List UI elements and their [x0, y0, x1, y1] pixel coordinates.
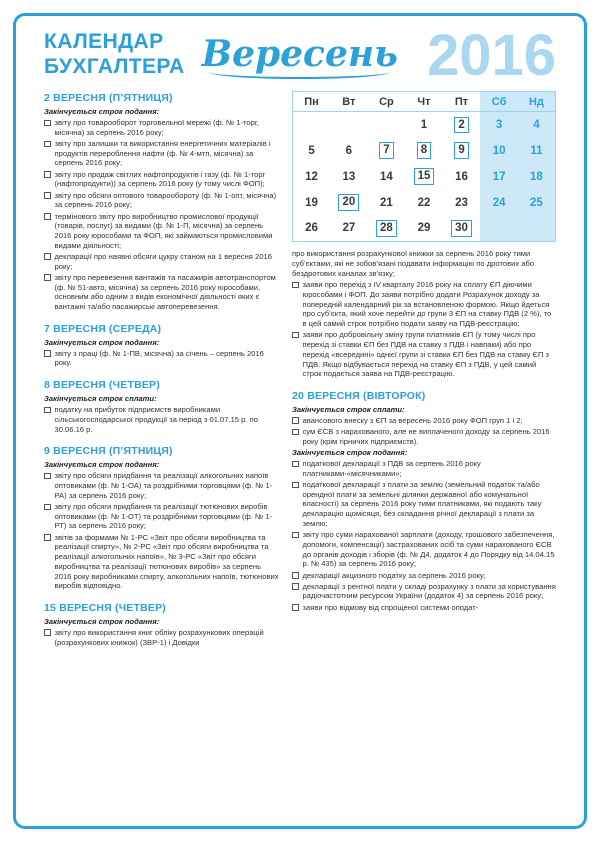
checklist-item	[292, 330, 556, 379]
calendar-cell	[480, 216, 518, 242]
checklist-item	[44, 118, 279, 137]
checkbox-icon[interactable]	[292, 461, 299, 468]
checkbox-icon[interactable]	[44, 171, 51, 178]
checklist-item	[292, 280, 556, 329]
deadline-subheading: Закінчується строк подання:	[292, 448, 408, 458]
calendar-cell	[330, 164, 368, 190]
checkbox-icon[interactable]	[292, 282, 299, 289]
calendar-date: 8	[417, 142, 431, 158]
calendar-cell	[368, 138, 406, 164]
calendar-cell	[293, 216, 331, 242]
checkbox-icon[interactable]	[44, 629, 51, 636]
checkbox-icon[interactable]	[44, 120, 51, 127]
right-column	[292, 91, 556, 614]
section-heading: 15 ВЕРЕСНЯ (ЧЕТВЕР)	[44, 601, 166, 614]
checklist-item	[292, 603, 556, 613]
checklist-item	[44, 471, 279, 500]
checklist-item-text: звіту про продаж світлих нафтопродуктів і газу (ф. № 1-торг (нафтопродукти)) за серпень 2016 року (у тому числі ФОП);	[54, 169, 266, 189]
calendar-day-header: Вт	[330, 92, 368, 112]
calendar-date: 18	[530, 170, 543, 183]
section-heading: 20 ВЕРЕСНЯ (ВІВТОРОК)	[292, 389, 426, 402]
calendar-cell	[293, 112, 331, 138]
checklist-item-text: звітів за формами № 1-РС «Звіт про обсяги виробництва та реалізації спирту», № 2-РС «Звіт про обсяги виробництва та реалізації алкогольних напоїв», № 3-РС «Звіт про обсяги виробництва та реалізації тютюнових виробів» за серпень 2016 року виробниками спирту, алкогольних напоїв, тютюнових виробів відповідно.	[54, 532, 279, 591]
checklist-item-text: звіту про залишки та використання енергетичних матеріалів і продуктів перероблення нафти (ф. № 4-мтп, місячна) за серпень 2016 року;	[54, 139, 271, 168]
calendar-date: 20	[338, 194, 359, 210]
calendar-date: 22	[417, 196, 431, 209]
calendar-day-header: Нд	[518, 92, 556, 112]
checklist-item	[44, 628, 279, 647]
checkbox-icon[interactable]	[292, 532, 299, 539]
checklist-item-text: податкової декларації з плати за землю (земельний податок та/або орендної плати за земельні ділянки державної або комунальної власності) за серпень 2016 року тими платниками, які подають таку декларацію щомісяця, без складання річної декларації з плати за землю;	[302, 480, 542, 528]
calendar-cell	[443, 112, 481, 138]
checkbox-icon[interactable]	[292, 429, 299, 436]
calendar-cell	[368, 112, 406, 138]
deadline-subheading: Закінчується строк сплати:	[292, 404, 405, 414]
checkbox-icon[interactable]	[292, 572, 299, 579]
checklist-item-text: податку на прибуток підприємств виробниками сільськогосподарської продукції за період з 01.07.15 р. по 30.06.16 р.	[54, 405, 258, 434]
calendar-cell	[330, 190, 368, 216]
calendar-date: 23	[455, 196, 468, 209]
month-calendar	[292, 91, 556, 242]
calendar-date: 19	[305, 196, 318, 209]
checkbox-icon[interactable]	[292, 417, 299, 424]
calendar-cell	[368, 216, 406, 242]
calendar-cell	[405, 138, 443, 164]
calendar-cell	[405, 190, 443, 216]
calendar-day-header: Пн	[293, 92, 331, 112]
calendar-cell	[405, 112, 443, 138]
calendar-cell	[443, 138, 481, 164]
checklist-item-text: звіту про використання книг обліку розрахункових операцій (розрахункових книжок) (ЗВР-1) і Довідки	[54, 627, 264, 647]
deadline-subheading: Закінчується строк сплати:	[44, 394, 157, 404]
calendar-cell	[293, 164, 331, 190]
checklist-item	[44, 191, 279, 210]
checkbox-icon[interactable]	[44, 407, 51, 414]
checklist-item-text: звіту про обсяги придбання та реалізації тютюнових виробів оптовиками (ф. № 1-ОТ) та роздрібними торговцями (ф. № 1-РТ) за серпень 2016 року;	[54, 502, 273, 531]
calendar-date: 10	[492, 144, 506, 157]
checklist-item	[44, 212, 279, 251]
calendar-date: 30	[451, 220, 472, 236]
calendar-date: 27	[342, 222, 356, 235]
checklist-item-text: сум ЄСВ з нарахованого, але не виплаченого доходу за серпень 2016 року (крім гірничих підприємств).	[302, 427, 550, 446]
checkbox-icon[interactable]	[44, 192, 51, 199]
section-heading: 7 ВЕРЕСНЯ (СЕРЕДА)	[44, 322, 162, 335]
checklist-item	[44, 502, 279, 531]
calendar-cell	[405, 216, 443, 242]
calendar-date: 28	[376, 220, 397, 236]
calendar-date: 11	[530, 144, 543, 157]
calendar-date: 24	[492, 196, 506, 209]
checklist-item-text: звіту з праці (ф. № 1-ПВ, місячна) за січень – серпень 2016 року.	[54, 348, 264, 368]
checkbox-icon[interactable]	[44, 350, 51, 357]
checklist-item-text: авансового внеску з ЄП за вересень 2016 року ФОП груп 1 і 2;	[302, 415, 523, 425]
checklist-item-text: заяви про добровільну зміну групи платників ЄП (у тому числі про перехід зі ставки ЄП без ПДВ на ставку з ПДВ і навпаки) або про перехід «всередині» однієї групи зі ставки ЄП без ПДВ на ставку ЄП з ПДВ. Якщо відбувається перехід на ставку ЄП з ПДВ, у цей самий строк подається заява на ПДВ-реєстрацію.	[302, 330, 550, 379]
calendar-cell	[443, 216, 481, 242]
calendar-date: 29	[417, 222, 431, 235]
deadline-subheading: Закінчується строк подання:	[44, 460, 160, 470]
calendar-date: 25	[530, 196, 543, 209]
calendar-date: 26	[305, 222, 318, 235]
calendar-day-header: Ср	[368, 92, 406, 112]
calendar-cell	[518, 216, 556, 242]
checkbox-icon[interactable]	[44, 504, 51, 511]
page-header	[44, 23, 556, 88]
calendar-cell	[480, 190, 518, 216]
checklist-item-text: звіту про перевезення вантажів та пасажирів автотранспортом (ф. № 51-авто, місячна) за серпень 2016 року юрособами, основним або одним з видів економічної діяльності яких є вантажні та/або пасажирські автоперевезення.	[54, 272, 276, 312]
calendar-date: 16	[455, 170, 468, 183]
checklist-item-text: звіту про обсяги оптового товарообороту (ф. № 1-опт, місячна) за серпень 2016 року;	[54, 190, 277, 210]
calendar-date: 17	[492, 170, 506, 183]
checklist-item-text: термінового звіту про виробництво промислової продукції (товарів, послуг) за видами (ф. № 1-П, місячна) за серпень 2016 року юрособами та ФОП, які займаються промисловими видами діяльності;	[54, 211, 273, 250]
deadline-subheading: Закінчується строк подання:	[44, 337, 160, 347]
checklist-item	[292, 480, 556, 529]
year-label: 2016	[426, 23, 556, 88]
left-column	[44, 91, 279, 649]
calendar-day-header: Сб	[480, 92, 518, 112]
page-frame	[13, 13, 587, 829]
calendar-date: 6	[345, 144, 353, 157]
checkbox-icon[interactable]	[292, 482, 299, 489]
section-heading: 9 ВЕРЕСНЯ (П’ЯТНИЦЯ)	[44, 445, 173, 458]
calendar-cell	[368, 164, 406, 190]
checklist-item-text: декларації з рентної плати у складі розрахунку з плати за користування радіочастотним ресурсом України (додаток 4) за серпень 2016 року;	[302, 581, 556, 601]
page-title-line1: КАЛЕНДАР	[44, 30, 164, 53]
checklist-item	[292, 530, 556, 569]
page-title-line2: БУХГАЛТЕРА	[44, 54, 185, 78]
checklist-item	[44, 533, 279, 591]
checkbox-icon[interactable]	[292, 332, 299, 339]
calendar-cell	[518, 138, 556, 164]
checklist-item-text: податкової декларації з ПДВ за серпень 2016 року платниками-«місячниками»;	[302, 459, 481, 478]
checklist-item-text: звіту про товарооборот торговельної мережі (ф. № 1-торг, місячна) за серпень 2016 року;	[54, 118, 259, 137]
calendar-date: 7	[379, 142, 393, 158]
section-heading: 2 ВЕРЕСНЯ (П’ЯТНИЦЯ)	[44, 92, 173, 105]
calendar-cell	[293, 138, 331, 164]
continuation-paragraph: про використання розрахункової книжки за серпень 2016 року тими суб’єктами, які не зобов’язані подавати інформацію по дротових або бездротових каналах зв’язку;	[292, 249, 535, 278]
calendar-cell	[330, 216, 368, 242]
checklist-item	[44, 349, 279, 368]
calendar-date: 21	[380, 196, 393, 209]
month-name: Вересень	[202, 36, 398, 79]
checklist-item-text: декларації про наявні обсяги цукру станом на 1 вересня 2016 року;	[54, 251, 272, 271]
checklist-item	[292, 459, 556, 478]
checklist-item	[292, 427, 556, 446]
calendar-cell	[330, 138, 368, 164]
calendar-cell	[330, 112, 368, 138]
checkbox-icon[interactable]	[44, 253, 51, 260]
calendar-date: 14	[380, 170, 393, 183]
calendar-cell	[293, 190, 331, 216]
calendar-day-header: Чт	[405, 92, 443, 112]
calendar-date: 2	[454, 117, 468, 133]
checklist-item	[44, 405, 279, 434]
month-wrap	[185, 33, 415, 79]
checklist-item	[44, 252, 279, 271]
calendar-date: 4	[533, 118, 540, 131]
checkbox-icon[interactable]	[292, 583, 299, 590]
deadline-subheading: Закінчується строк подання:	[44, 107, 160, 117]
calendar-date: 12	[305, 170, 318, 183]
checklist-item-text: звіту про суми нарахованої зарплати (доходу, грошового забезпечення, допомоги, компенсації) застрахованих осіб та суми нарахованого ЄСВ до органів доходів і зборів (ф. № Д4, додаток 4 до Порядку від 14.04.15 р. № 435) за серпень 2016 року;	[302, 530, 555, 569]
content-columns	[44, 91, 556, 649]
checklist-item	[292, 416, 556, 426]
checklist-item	[44, 170, 279, 189]
calendar-cell	[368, 190, 406, 216]
checklist-item	[44, 139, 279, 168]
checklist-item-text: звіту про обсяги придбання та реалізації алкогольних напоїв оптовиками (ф. № 1-ОА) та роздрібними торговцями (ф. № 1-РА) за серпень 2016 року;	[54, 471, 273, 500]
calendar-cell	[405, 164, 443, 190]
checklist-item	[292, 571, 556, 581]
checkbox-icon[interactable]	[44, 141, 51, 148]
checkbox-icon[interactable]	[44, 274, 51, 281]
checklist-item-text: заяви про відмову від спрощеної системи оподат-	[302, 602, 479, 612]
checkbox-icon[interactable]	[292, 604, 299, 611]
calendar-date: 5	[308, 144, 315, 157]
checkbox-icon[interactable]	[44, 473, 51, 480]
checklist-item-text: декларації акцизного податку за серпень 2016 року;	[302, 570, 486, 580]
right-column-text	[292, 249, 556, 612]
calendar-cell	[518, 190, 556, 216]
calendar-cell	[443, 164, 481, 190]
calendar-date: 3	[495, 118, 503, 131]
calendar-cell	[518, 112, 556, 138]
calendar-date: 13	[342, 170, 356, 183]
checklist-item	[292, 582, 556, 601]
deadline-subheading: Закінчується строк подання:	[44, 616, 160, 626]
calendar-cell	[443, 190, 481, 216]
checklist-item	[44, 273, 279, 312]
checklist-item-text: заяви про перехід з IV кварталу 2016 року на сплату ЄП діючими юрособами і ФОП. До заяви потрібно додати Розрахунок доходу за попередній календарний рік за встановленою формою. Якщо йдеться про суб’єкта, який хоче перейти до групи 3 ЄП на ставку ПДВ (2 %), то в цей самий строк потрібно подати заяву на ПДВ-реєстрацію;	[302, 280, 552, 329]
checkbox-icon[interactable]	[44, 534, 51, 541]
calendar-date: 1	[420, 118, 428, 131]
calendar-day-header: Пт	[443, 92, 481, 112]
calendar-cell	[480, 138, 518, 164]
page-title	[44, 30, 185, 80]
calendar-date: 15	[414, 168, 435, 184]
section-heading: 8 ВЕРЕСНЯ (ЧЕТВЕР)	[44, 379, 160, 392]
checkbox-icon[interactable]	[44, 213, 51, 220]
calendar-cell	[518, 164, 556, 190]
calendar-cell	[480, 112, 518, 138]
calendar-date: 9	[454, 142, 468, 158]
calendar-cell	[480, 164, 518, 190]
